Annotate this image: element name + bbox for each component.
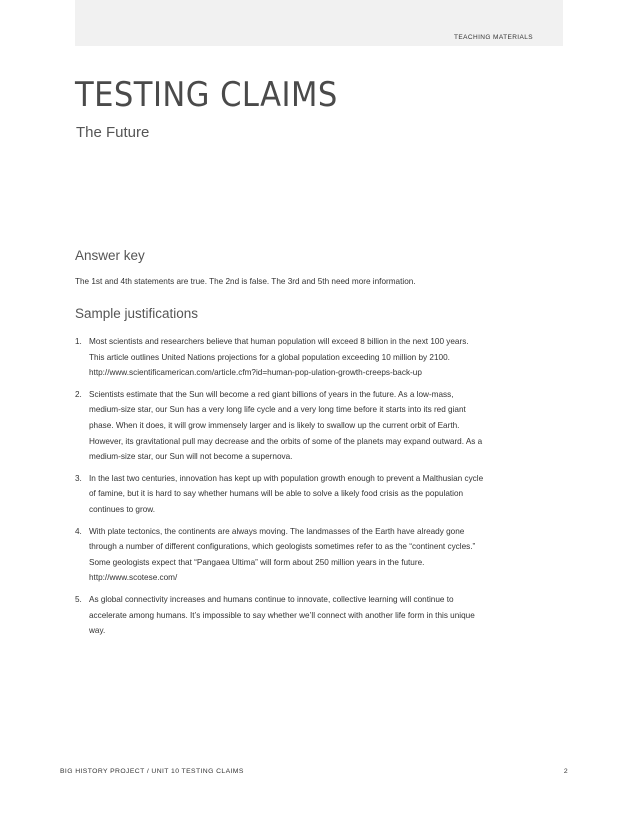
list-item-text: In the last two centuries, innovation has kept up with population growth enough to prevent a Malthusian cycle of famine, but it is hard to say whether humans will be able to solve a likely food crisis as the population continues to grow. (89, 473, 484, 514)
page-title: TESTING CLAIMS (75, 75, 338, 115)
list-item-number: 5. (75, 594, 82, 604)
list-item (75, 387, 485, 465)
list-item-number: 4. (75, 526, 82, 536)
list-item-number: 3. (75, 473, 82, 483)
list-item-number: 1. (75, 337, 82, 346)
list-item-text: As global connectivity increases and humans continue to innovate, collective learning will continue to accelerate among humans. It’s impossible to say whether we’ll connect with another life form in this unique way. (89, 594, 475, 636)
list-item (75, 334, 485, 381)
list-item (75, 524, 485, 586)
footer-title: BIG HISTORY PROJECT / UNIT 10 TESTING CLAIMS (60, 768, 244, 775)
header-band (75, 0, 563, 46)
page-subtitle: The Future (76, 124, 150, 141)
list-item (75, 592, 485, 639)
list-item-text: Most scientists and researchers believe that human population will exceed 8 billion in the next 100 years. This article outlines United Nations projections for a global population exceeding 10 million by 2100. http://www.scientificamerican.com/article.cfm?id=human-pop-ulation-growth-creeps-back-up (89, 337, 469, 378)
list-item-number: 2. (75, 389, 82, 399)
sample-justifications-heading: Sample justifications (75, 306, 199, 321)
list-item-text: Scientists estimate that the Sun will become a red giant billions of years in the future. As a low-mass, medium-size star, our Sun has a very long life cycle and a very long time before it starts into its red giant phase. When it does, it will grow immensely larger and is likely to swallow up the current orbit of Earth. However, its gravitational pull may decrease and the orbits of some of the planets may expand outward. As a medium-size star, our Sun will not become a supernova. (89, 389, 483, 462)
page-number: 2 (563, 768, 568, 775)
header-label: TEACHING MATERIALS (454, 34, 533, 41)
list-item (75, 471, 485, 518)
list-item-text: With plate tectonics, the continents are always moving. The landmasses of the Earth have already gone through a number of different configurations, which geologists sometimes refer to as the “continent cycles.” Some geologists expect that “Pangaea Ultima” will form about 250 million years in the future. http://www.scotese.com/ (89, 526, 476, 583)
justifications-list (75, 334, 485, 645)
answer-key-heading: Answer key (75, 248, 145, 263)
answer-key-text: The 1st and 4th statements are true. The 2nd is false. The 3rd and 5th need more information. (75, 277, 416, 286)
